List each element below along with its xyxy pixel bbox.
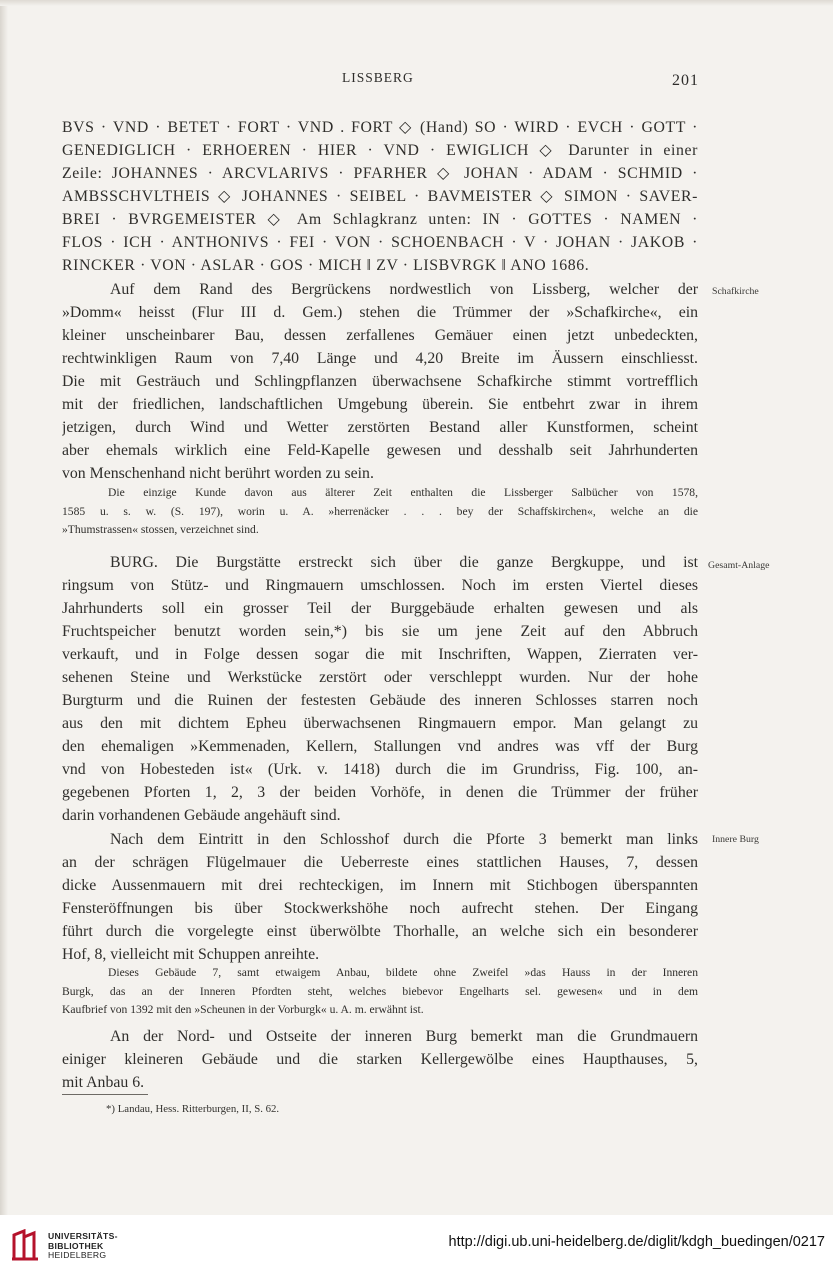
text-line: ringsum von Stütz- und Ringmauern umschlossen. Noch im ersten Viertel dieses [62,577,698,594]
text-line: dicke Aussenmauern mit drei rechteckigen, im Innern mit Stichbogen überspannten [62,877,698,894]
text-line: aus den mit dichtem Epheu überwachsenen Ringmauern empor. Man gelangt zu [62,715,698,732]
text-line: Hof, 8, vielleicht mit Schuppen anreihte. [62,946,320,963]
text-line: BURG. Die Burgstätte erstreckt sich über die ganze Bergkuppe, und ist [110,554,698,571]
text-line: FLOS · ICH · ANTHONIVS · FEI · VON · SCHOENBACH · V · JOHAN · JAKOB · [62,234,698,251]
text-line: An der Nord- und Ostseite der inneren Burg bemerkt man die Grundmauern [110,1028,698,1045]
library-name-line: BIBLIOTHEK [48,1240,104,1251]
text-line: »Thumstrassen« stossen, verzeichnet sind. [62,523,259,536]
text-line: AMBSSCHVLTHEIS ◇ JOHANNES · SEIBEL · BAVMEISTER ◇ SIMON · SAVER- [62,188,698,205]
text-line: »Domm« heisst (Flur III d. Gem.) stehen die Trümmer der »Schafkirche«, ein [62,304,698,321]
page-top-shadow [0,0,833,6]
running-head: LISSBERG [342,70,414,85]
margin-note-gesamt-anlage: Gesamt-Anlage [708,560,770,571]
text-line: Kaufbrief von 1392 mit den »Scheunen in der Vorburgk« u. A. m. erwähnt ist. [62,1003,424,1016]
text-line: Dieses Gebäude 7, samt etwaigem Anbau, bildete ohne Zweifel »das Hauss in der Inneren [108,966,698,979]
text-line: jetzigen, durch Wind und Wetter zerstörten Bestand aller Kunstformen, scheint [62,419,698,436]
page-url-link[interactable]: http://digi.ub.uni-heidelberg.de/diglit/kdgh_buedingen/0217 [448,1234,825,1250]
burg-paragraph [62,551,698,827]
text-line: Zeile: JOHANNES · ARCVLARIVS · PFARHER ◇ JOHAN · ADAM · SCHMID · [62,165,698,182]
text-line: den ehemaligen »Kemmenaden, Kellern, Stallungen vnd andres was vff der Burg [62,738,698,755]
text-line: rechtwinkligen Raum von 7,40 Länge und 4,20 Breite im Äussern einschliesst. [62,350,698,367]
margin-note-innere-burg: Innere Burg [712,834,759,845]
text-line: kleiner unscheinbarer Bau, dessen zerfallenes Gemäuer einen jetzt unbedeckten, [62,327,698,344]
text-line: Die einzige Kunde davon aus älterer Zeit enthalten die Lissberger Salbücher von 1578, [108,486,698,499]
text-line: von Menschenhand nicht berührt worden zu sein. [62,465,374,482]
text-line: Jahrhunderts soll ein grosser Teil der Burggebäude erhalten gewesen und als [62,600,698,617]
text-line: einiger kleineren Gebäude und die starken Kellergewölbe eines Haupthauses, 5, [62,1051,698,1068]
library-city: HEIDELBERG [48,1250,107,1260]
text-line: Die mit Gesträuch und Schlingpflanzen überwachsene Schafkirche stimmt vortrefflich [62,373,698,390]
innere-burg-paragraph [62,828,698,966]
nordost-paragraph [62,1025,698,1094]
text-line: BREI · BVRGEMEISTER ◇ Am Schlagkranz unten: IN · GOTTES · NAMEN · [62,211,698,228]
text-line: führt durch die vorgelegte einst überwölbte Thorhalle, an welche sich ein besonderer [62,923,698,940]
schafkirche-note [62,484,698,540]
text-line: RINCKER · VON · ASLAR · GOS · MICH ‖ ZV · LISBVRGK ‖ ANO 1686. [62,257,590,274]
page-edge-shadow [0,0,8,1215]
text-line: GENEDIGLICH · ERHOEREN · HIER · VND · EWIGLICH ◇ Darunter in einer [62,142,698,159]
text-line: verkauft, und in Folge dessen sogar die mit Inschriften, Wappen, Zierraten ver- [62,646,698,663]
text-line: aber ehemals wirklich eine Feld-Kapelle gewesen und desshalb seit Jahrhunderten [62,442,698,459]
text-line: mit Anbau 6. [62,1074,145,1091]
inscription-paragraph [62,116,698,277]
footer-bar [0,1215,833,1277]
text-line: Fruchtspeicher benutzt worden sein,*) bis sie um jene Zeit auf den Abbruch [62,623,698,640]
text-line: Nach dem Eintritt in den Schlosshof durch die Pforte 3 bemerkt man links [110,831,698,848]
footnote: *) Landau, Hess. Ritterburgen, II, S. 62. [106,1103,280,1115]
text-line: mit der friedlichen, landschaftlichen Umgebung überein. Sie entbehrt zwar in ihrem [62,396,698,413]
text-line: an der schrägen Flügelmauer die Ueberreste eines stattlichen Hauses, 7, dessen [62,854,698,871]
text-line: BVS · VND · BETET · FORT · VND . FORT ◇ (Hand) SO · WIRD · EVCH · GOTT · [62,119,698,136]
text-line: Burgk, das an der Inneren Pfordten steht, welches biebevor Engelharts sel. gewesen« und in dem [62,984,698,998]
innere-burg-note [62,964,698,1020]
margin-note-schafkirche: Schafkirche [712,286,759,297]
text-line: Fensteröffnungen bis über Stockwerkshöhe noch aufrecht stehen. Der Eingang [62,900,698,917]
text-line: 1585 u. s. w. (S. 197), worin u. A. »herrenäcker . . . bey der Schaffskirchen«, welche an die [62,504,698,518]
text-line: vnd von Hobesteden ist« (Urk. v. 1418) durch die im Grundriss, Fig. 100, an- [62,761,698,778]
text-line: Burgturm und die Ruinen der festesten Gebäude des inneren Schlosses starren noch [62,692,698,709]
library-name[interactable] [48,1232,118,1261]
page-number: 201 [672,72,699,89]
text-line: gegebenen Pforten 1, 2, 3 der beiden Vorhöfe, in denen die Trümmer der früher [62,784,698,801]
library-name-line: UNIVERSITÄTS- [48,1231,118,1241]
schafkirche-paragraph [62,278,698,485]
text-line: darin vorhandenen Gebäude angehäuft sind. [62,807,341,824]
text-line: sehenen Steine und Werkstücke zerstört oder verschleppt wurden. Nur der hohe [62,669,698,686]
university-library-logo-icon[interactable] [10,1229,40,1261]
text-line: Auf dem Rand des Bergrückens nordwestlich von Lissberg, welcher der [110,281,698,298]
footnote-rule [62,1094,148,1095]
